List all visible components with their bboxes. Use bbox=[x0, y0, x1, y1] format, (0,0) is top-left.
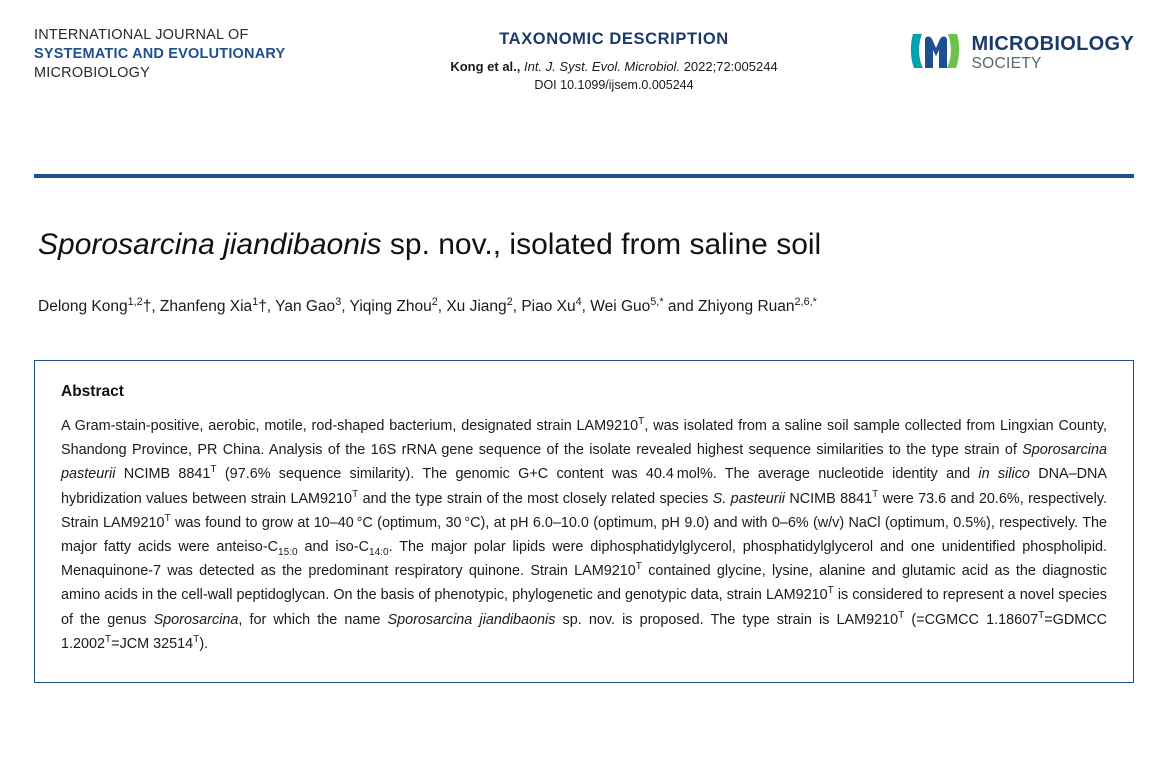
journal-title-line-2: SYSTEMATIC AND EVOLUTIONARY bbox=[34, 46, 286, 62]
header-center bbox=[334, 26, 894, 92]
publisher-name bbox=[972, 34, 1135, 72]
page-title-rest: sp. nov., isolated from saline soil bbox=[381, 228, 822, 261]
doi-line: DOI 10.1099/ijsem.0.005244 bbox=[534, 78, 694, 92]
journal-title-line-3: MICROBIOLOGY bbox=[34, 65, 150, 81]
publisher-logo bbox=[894, 26, 1134, 77]
author-affiliation-marker: 1 bbox=[252, 295, 259, 308]
microbiology-society-mark-icon bbox=[908, 28, 962, 77]
publisher-name-line-1: MICROBIOLOGY bbox=[971, 32, 1134, 55]
author-affiliation-marker: 2 bbox=[431, 295, 438, 308]
abstract-box bbox=[34, 360, 1134, 683]
author-affiliation-marker: 2,6,* bbox=[794, 295, 817, 308]
article-type-label: TAXONOMIC DESCRIPTION bbox=[499, 30, 729, 48]
author-affiliation-marker: 3 bbox=[335, 295, 342, 308]
journal-title bbox=[34, 26, 334, 83]
author-affiliation-marker: 1,2 bbox=[127, 295, 143, 308]
abstract-text: A Gram-stain-positive, aerobic, motile, rod-shaped bacterium, designated strain $LAM9210^T$, was isolated from a saline soil sample collected from Lingxian County, Shandong Province, PR China. Analysis of the 16S rRNA gene sequence of the isolate revealed highest sequence similarities to the type strain of Sporosarcina pasteurii NCIMB $8841^T$ (97.6% sequence similarity). The genomic G+C content was 40.4 mol%. The average nucleotide identity and in silico DNA–DNA hybridization values between strain $LAM9210^T$ and the type strain of the most closely related species S. pasteurii NCIMB $8841^T$ were 73.6 and 20.6%, respectively. Strain $LAM9210^T$ was found to grow at 10–40 °C (optimum, 30 °C), at pH 6.0–10.0 (optimum, pH 9.0) and with 0–6% (w/v) NaCl (optimum, 0.5%), respectively. The major fatty acids were anteiso-$C_{15:0}$ and iso-$C_{14:0}$. The major polar lipids were diphosphatidylglycerol, phosphatidylglycerol and one unidentified phospholipid. Menaquinone-7 was detected as the predominant respiratory quinone. Strain $LAM9210^T$ contained glycine, lysine, alanine and glutamic acid as the diagnostic amino acids in the cell-wall peptidoglycan. On the basis of phenotypic, phylogenetic and genotypic data, strain $LAM9210^T$ is considered to represent a novel species of the genus Sporosarcina, for which the name Sporosarcina jiandibaonis sp. nov. is proposed. The type strain is $LAM9210^T$ (=CGMCC $1.18607^T=GDMCC$ $1.2002^T=JCM$ $32514^T$). bbox=[61, 416, 1108, 652]
journal-title-line-1: INTERNATIONAL JOURNAL OF bbox=[34, 27, 249, 43]
page-title bbox=[38, 226, 1134, 264]
author-affiliation-marker: 5,* bbox=[650, 295, 664, 308]
publisher-name-line-2: SOCIETY bbox=[971, 54, 1042, 72]
citation-locator: 2022;72:005244 bbox=[683, 59, 778, 74]
page-title-species: Sporosarcina jiandibaonis bbox=[38, 228, 382, 261]
author-affiliation-marker: 2 bbox=[506, 295, 513, 308]
citation-authors: Kong et al., bbox=[450, 59, 521, 74]
citation-journal: Int. J. Syst. Evol. Microbiol. bbox=[524, 59, 681, 74]
author-affiliation-marker: 4 bbox=[575, 295, 582, 308]
abstract-heading: Abstract bbox=[61, 383, 124, 400]
masthead bbox=[34, 0, 1134, 122]
author-list: Delong Kong$^{1,2}$†, Zhanfeng Xia$^1$†, Yan Gao$^3$, Yiqing Zhou$^2$, Xu Jiang$^2$, Piao Xu$^4$, Wei Guo$^{5,*}$ and Zhiyong Ruan$^{2,6,*}$ bbox=[38, 295, 817, 315]
citation-line bbox=[334, 59, 894, 74]
header-divider bbox=[34, 174, 1134, 178]
